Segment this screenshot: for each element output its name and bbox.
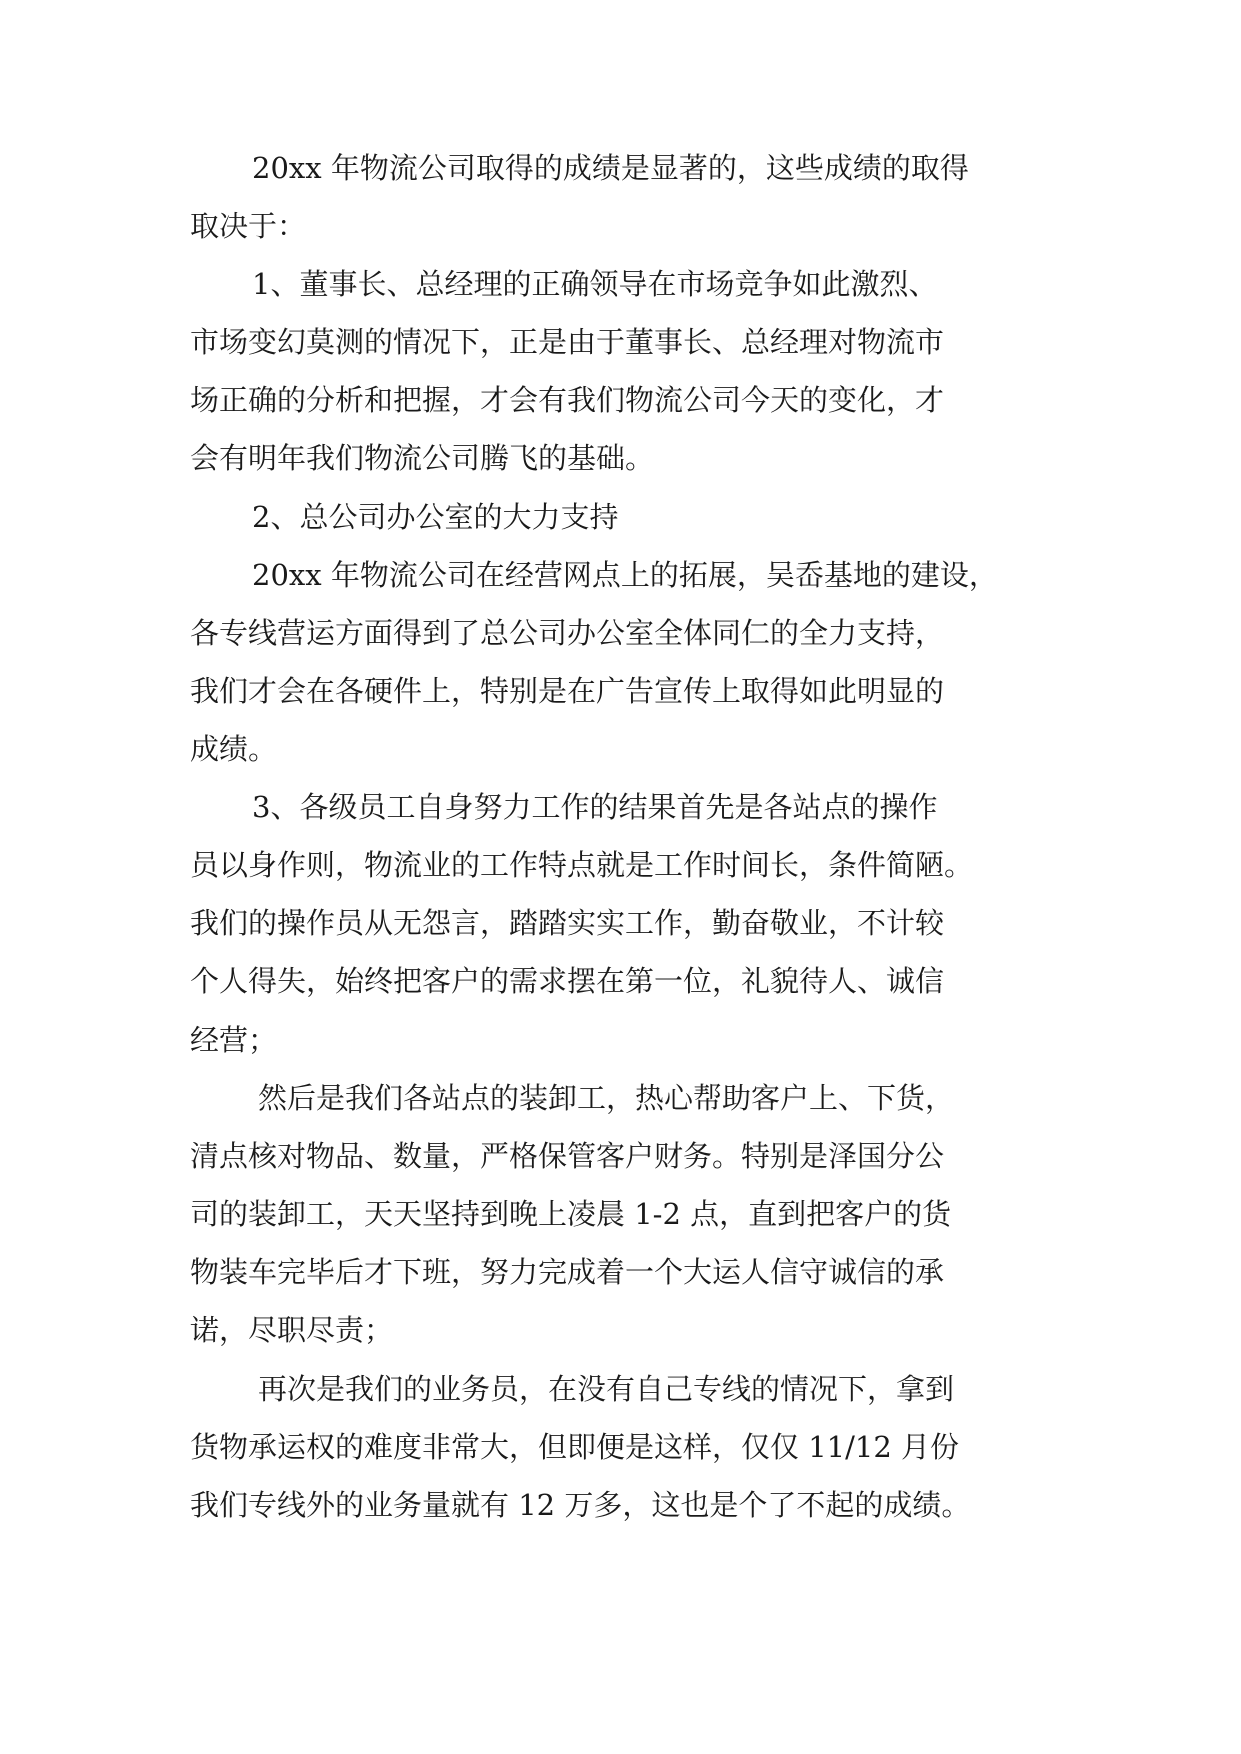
text-line: 市场变幻莫测的情况下，正是由于董事长、总经理对物流市: [190, 325, 945, 359]
text-line: 司的装卸工，天天坚持到晚上凌晨 1-2 点，直到把客户的货: [190, 1197, 952, 1231]
text-line: 我们的操作员从无怨言，踏踏实实工作，勤奋敬业，不计较: [190, 906, 945, 940]
text-line: 货物承运权的难度非常大，但即便是这样，仅仅 11/12 月份: [190, 1430, 960, 1464]
text-line: 再次是我们的业务员，在没有自己专线的情况下，拿到: [258, 1372, 955, 1406]
text-line: 清点核对物品、数量，严格保管客户财务。特别是泽国分公: [190, 1139, 945, 1173]
text-line: 个人得失，始终把客户的需求摆在第一位，礼貌待人、诚信: [190, 964, 945, 998]
text-line: 我们专线外的业务量就有 12 万多，这也是个了不起的成绩。: [190, 1488, 971, 1522]
text-line: 物装车完毕后才下班，努力完成着一个大运人信守诚信的承: [190, 1255, 945, 1289]
text-line: 成绩。: [190, 732, 278, 766]
text-line: 各专线营运方面得到了总公司办公室全体同仁的全力支持，: [190, 616, 945, 650]
text-line: 1、董事长、总经理的正确领导在市场竞争如此激烈、: [252, 267, 938, 301]
text-line: 2、总公司办公室的大力支持: [252, 500, 619, 534]
text-line: 20xx 年物流公司在经营网点上的拓展，吴岙基地的建设，: [252, 558, 998, 592]
text-line: 3、各级员工自身努力工作的结果首先是各站点的操作: [252, 790, 938, 824]
text-line: 然后是我们各站点的装卸工，热心帮助客户上、下货，: [258, 1081, 955, 1115]
text-line: 员以身作则，物流业的工作特点就是工作时间长，条件简陋。: [190, 848, 974, 882]
text-line: 取决于：: [190, 209, 307, 243]
text-line: 场正确的分析和把握，才会有我们物流公司今天的变化，才: [190, 383, 945, 417]
text-line: 经营；: [190, 1023, 278, 1057]
text-line: 20xx 年物流公司取得的成绩是显著的，这些成绩的取得: [252, 151, 969, 185]
text-line: 我们才会在各硬件上，特别是在广告宣传上取得如此明显的: [190, 674, 945, 708]
text-line: 会有明年我们物流公司腾飞的基础。: [190, 441, 655, 475]
text-line: 诺，尽职尽责；: [190, 1313, 394, 1347]
